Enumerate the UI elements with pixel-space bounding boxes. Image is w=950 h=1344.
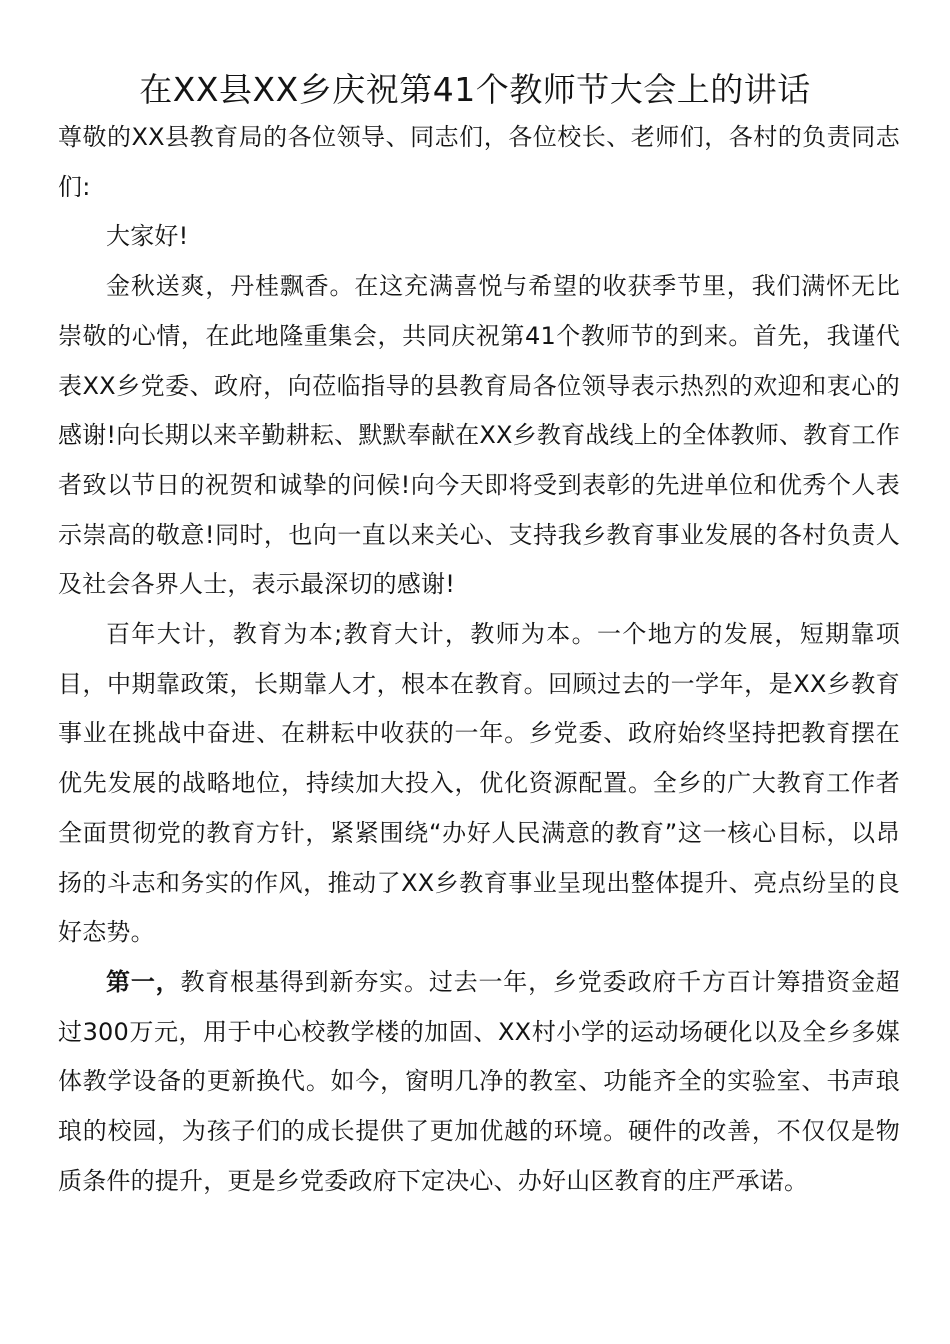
salutation: 尊敬的XX县教育局的各位领导、同志们，各位校长、老师们，各村的负责同志们: <box>58 123 900 201</box>
paragraph-first-point <box>58 958 900 1207</box>
greeting: 大家好! <box>106 222 189 251</box>
document-title: 在XX县XX乡庆祝第41个教师节大会上的讲话 <box>139 70 811 109</box>
paragraph-text: 百年大计，教育为本;教育大计，教师为本。一个地方的发展，短期靠项目，中期靠政策，长期靠人才，根本在教育。回顾过去的一学年，是XX乡教育事业在挑战中奋进、在耕耘中收获的一年。乡党委、政府始终坚持把教育摆在优先发展的战略地位，持续加大投入，优化资源配置。全乡的广大教育工作者全面贯彻党的教育方针，紧紧围绕“办好人民满意的教育”这一核心目标，以昂扬的斗志和务实的作风，推动了XX乡教育事业呈现出整体提升、亮点纷呈的良好态势。 <box>58 620 900 947</box>
paragraph-lead: 第一， <box>106 967 181 996</box>
paragraph-text: 教育根基得到新夯实。过去一年，乡党委政府千方百计筹措资金超过300万元，用于中心校教学楼的加固、XX村小学的运动场硬化以及全乡多媒体教学设备的更新换代。如今，窗明几净的教室、功能齐全的实验室、书声琅琅的校园，为孩子们的成长提供了更加优越的环境。硬件的改善，不仅仅是物质条件的提升，更是乡党委政府下定决心、办好山区教育的庄严承诺。 <box>58 967 900 1195</box>
paragraph-education-review <box>58 610 900 958</box>
paragraph-text: 金秋送爽，丹桂飘香。在这充满喜悦与希望的收获季节里，我们满怀无比崇敬的心情，在此地隆重集会，共同庆祝第41个教师节的到来。首先，我谨代表XX乡党委、政府，向莅临指导的县教育局各位领导表示热烈的欢迎和衷心的感谢!向长期以来辛勤耕耘、默默奉献在XX乡教育战线上的全体教师、教育工作者致以节日的祝贺和诚挚的问候!向今天即将受到表彰的先进单位和优秀个人表示崇高的敬意!同时，也向一直以来关心、支持我乡教育事业发展的各村负责人及社会各界人士，表示最深切的感谢! <box>58 272 900 599</box>
document-body <box>58 113 900 1206</box>
paragraph-opening <box>58 262 900 610</box>
